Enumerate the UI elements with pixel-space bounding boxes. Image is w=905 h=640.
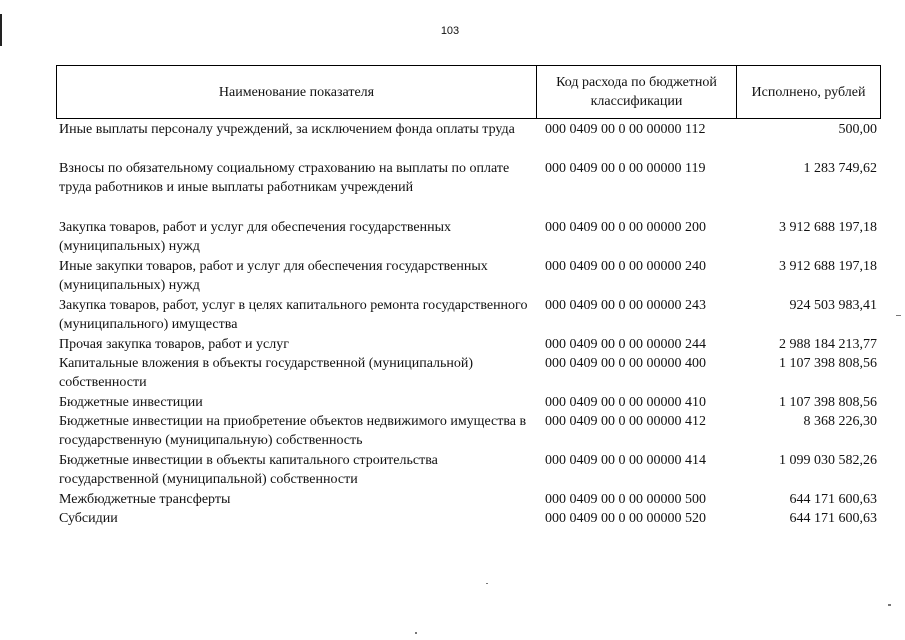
row-name: Капитальные вложения в объекты государственной (муниципальной) собственности bbox=[59, 356, 474, 390]
row-code: 000 0409 00 0 00 00000 520 bbox=[545, 511, 706, 526]
row-executed: 3 912 688 197,18 bbox=[779, 259, 877, 274]
scan-edge-mark bbox=[0, 14, 2, 46]
row-code: 000 0409 00 0 00 00000 410 bbox=[545, 395, 706, 410]
row-name: Иные выплаты персоналу учреждений, за исключением фонда оплаты труда bbox=[59, 122, 515, 137]
row-code: 000 0409 00 0 00 00000 243 bbox=[545, 298, 706, 313]
scan-speck bbox=[888, 604, 891, 606]
row-executed: 1 107 398 808,56 bbox=[779, 356, 877, 371]
row-code: 000 0409 00 0 00 00000 244 bbox=[545, 337, 706, 352]
row-name: Субсидии bbox=[59, 511, 118, 526]
page-number: 103 bbox=[440, 25, 460, 37]
table-row bbox=[56, 335, 881, 354]
table-row bbox=[56, 159, 881, 218]
scan-speck bbox=[486, 583, 488, 584]
row-name: Межбюджетные трансферты bbox=[59, 492, 231, 507]
row-name: Закупка товаров, работ и услуг для обеспечения государственных (муниципальных) нужд bbox=[59, 220, 452, 254]
row-code: 000 0409 00 0 00 00000 400 bbox=[545, 356, 706, 371]
table-row bbox=[56, 296, 881, 335]
header-code: Код расхода по бюджетной классификации bbox=[537, 66, 737, 118]
table-row bbox=[56, 218, 881, 257]
table-header bbox=[56, 65, 881, 119]
row-executed: 3 912 688 197,18 bbox=[779, 220, 877, 235]
row-executed: 1 099 030 582,26 bbox=[779, 453, 877, 468]
row-executed: 644 171 600,63 bbox=[789, 511, 877, 526]
row-code: 000 0409 00 0 00 00000 414 bbox=[545, 453, 706, 468]
row-executed: 8 368 226,30 bbox=[803, 414, 877, 429]
header-executed: Исполнено, рублей bbox=[751, 84, 866, 100]
table-row bbox=[56, 354, 881, 393]
row-executed: 2 988 184 213,77 bbox=[779, 337, 877, 352]
row-code: 000 0409 00 0 00 00000 200 bbox=[545, 220, 706, 235]
row-executed: 1 107 398 808,56 bbox=[779, 395, 877, 410]
row-code: 000 0409 00 0 00 00000 500 bbox=[545, 492, 706, 507]
table-row bbox=[56, 120, 881, 159]
scan-speck bbox=[896, 315, 901, 316]
table-row bbox=[56, 490, 881, 509]
table-row bbox=[56, 257, 881, 296]
row-name: Иные закупки товаров, работ и услуг для обеспечения государственных (муниципальных) нужд bbox=[59, 259, 488, 293]
row-executed: 644 171 600,63 bbox=[789, 492, 877, 507]
row-code: 000 0409 00 0 00 00000 119 bbox=[545, 161, 706, 176]
scan-speck bbox=[415, 632, 417, 634]
row-executed: 500,00 bbox=[838, 122, 877, 137]
header-name: Наименование показателя bbox=[57, 66, 537, 118]
row-name: Бюджетные инвестиции на приобретение объектов недвижимого имущества в государственную (муниципальную) собственность bbox=[59, 414, 527, 448]
row-name: Взносы по обязательному социальному страхованию на выплаты по оплате труда работников и иные выплаты работникам учреждений bbox=[59, 161, 510, 195]
row-name: Бюджетные инвестиции в объекты капитального строительства государственной (муниципальной) собственности bbox=[59, 453, 438, 487]
row-code: 000 0409 00 0 00 00000 412 bbox=[545, 414, 706, 429]
row-executed: 924 503 983,41 bbox=[789, 298, 877, 313]
table-body bbox=[56, 120, 881, 528]
row-name: Бюджетные инвестиции bbox=[59, 395, 203, 410]
row-code: 000 0409 00 0 00 00000 240 bbox=[545, 259, 706, 274]
row-name: Закупка товаров, работ, услуг в целях капитального ремонта государственного (муниципального) имущества bbox=[59, 298, 528, 332]
table-row bbox=[56, 412, 881, 451]
table-row bbox=[56, 393, 881, 412]
table-row bbox=[56, 451, 881, 490]
row-code: 000 0409 00 0 00 00000 112 bbox=[545, 122, 706, 137]
row-executed: 1 283 749,62 bbox=[803, 161, 877, 176]
table-row bbox=[56, 509, 881, 528]
row-name: Прочая закупка товаров, работ и услуг bbox=[59, 337, 289, 352]
